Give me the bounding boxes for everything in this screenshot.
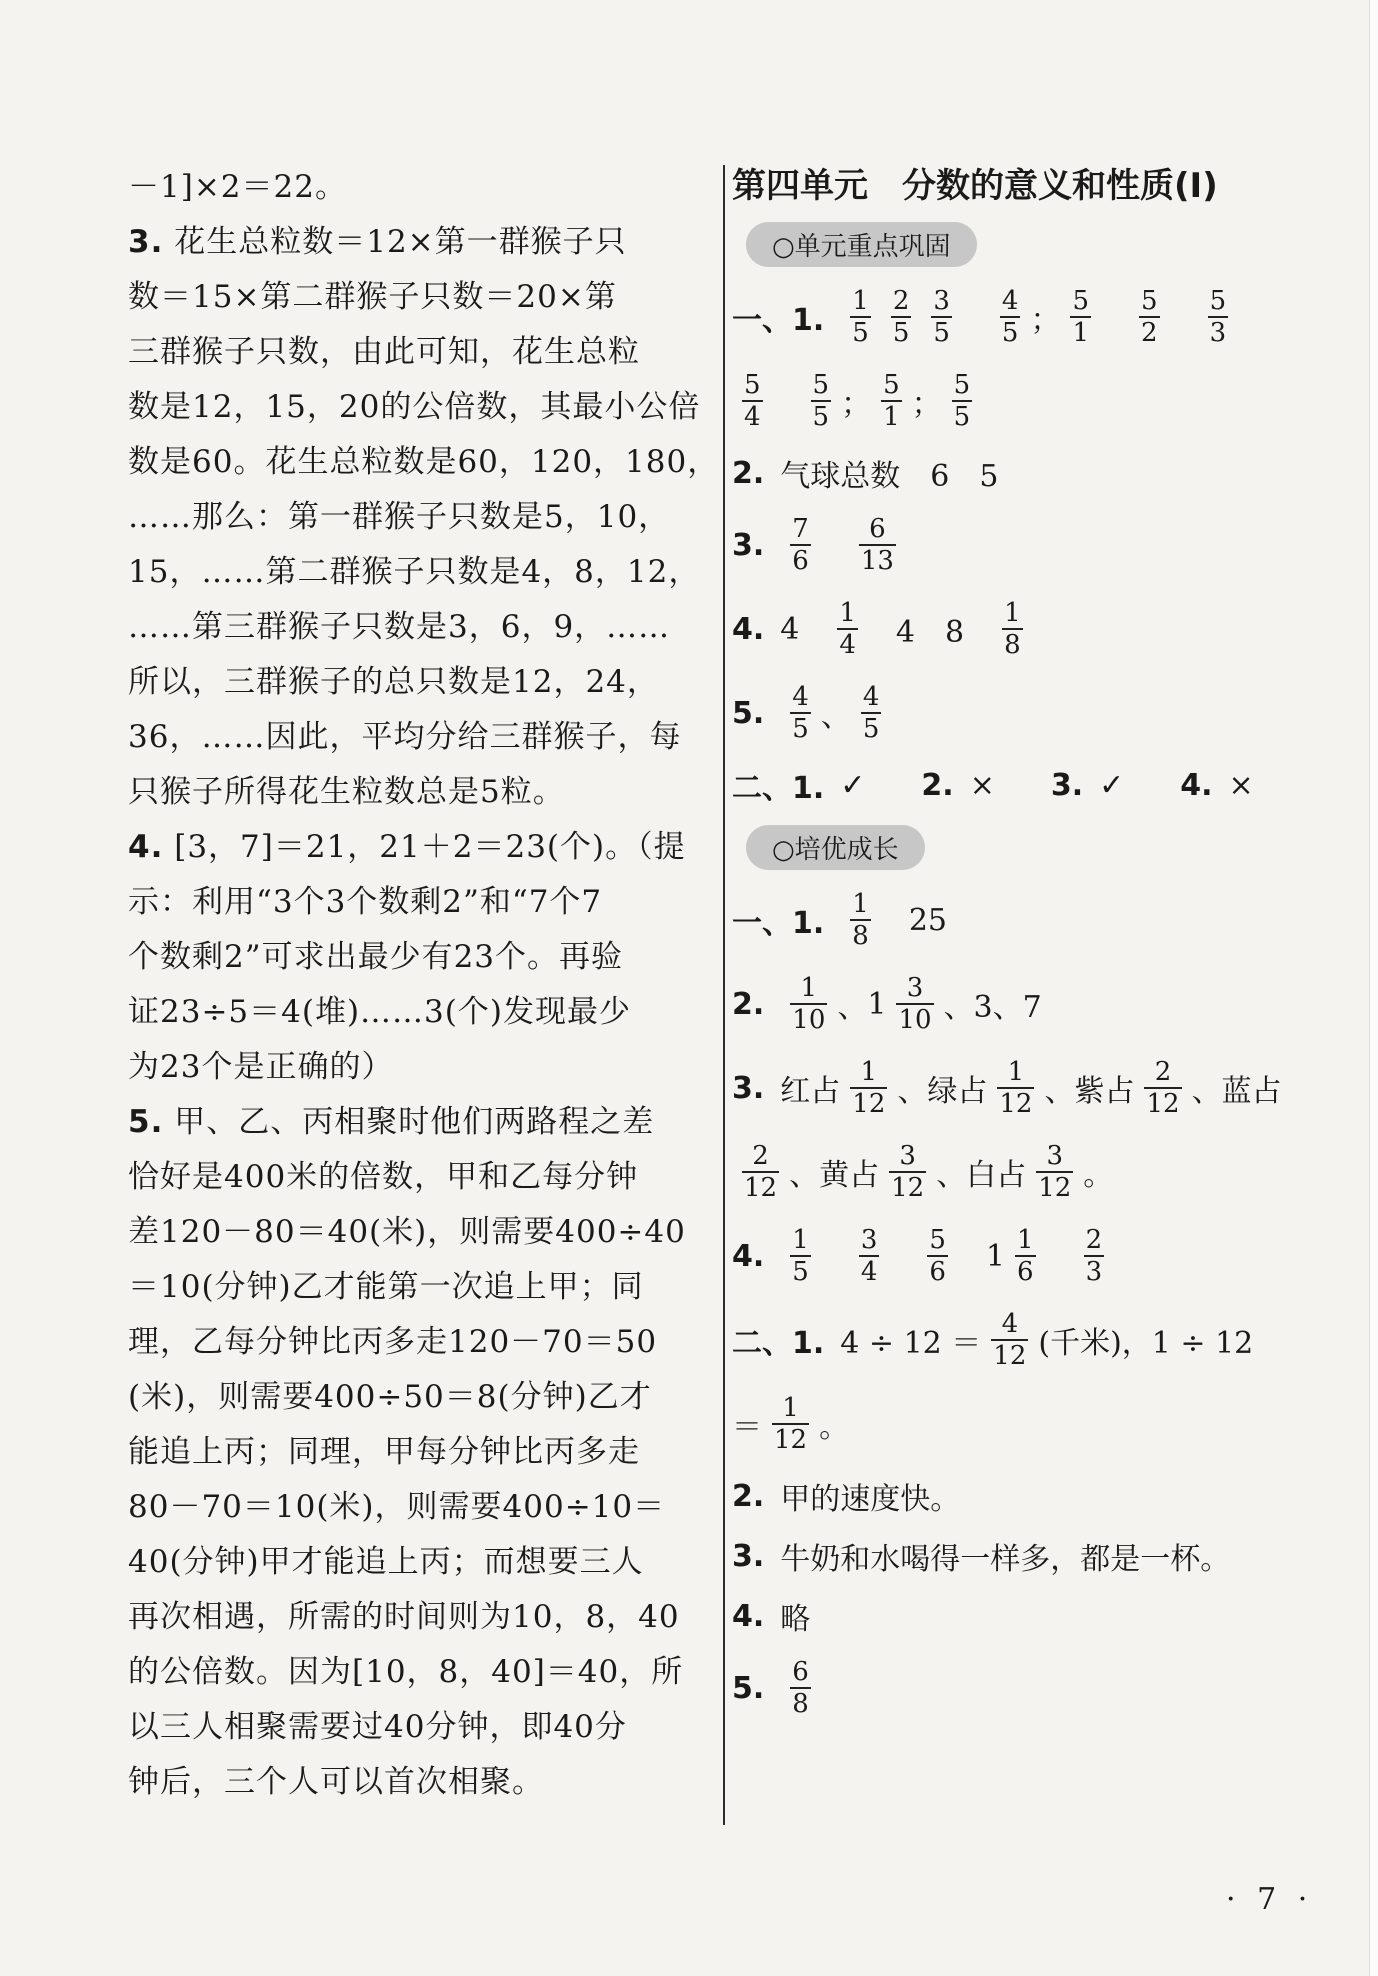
text-line: －1]×2＝22。 bbox=[128, 169, 347, 205]
text-line: 数是60。花生总粒数是60，120，180， bbox=[128, 444, 720, 480]
fraction: 1 5 bbox=[792, 1225, 809, 1287]
page-number: · 7 · bbox=[1226, 1882, 1314, 1917]
answer-row: 3. 7 6 6 13 bbox=[732, 514, 894, 576]
text-line: 5. 甲、乙、丙相聚时他们两路程之差 bbox=[128, 1104, 655, 1140]
text-line: 的公倍数。因为[10，8，40]＝40，所 bbox=[128, 1654, 684, 1690]
fraction: 1 6 bbox=[1017, 1225, 1034, 1287]
text-line: 36，……因此，平均分给三群猴子，每 bbox=[128, 719, 682, 755]
text-line: (米)，则需要400÷50＝8(分钟)乙才 bbox=[128, 1379, 652, 1415]
fraction: 5 4 bbox=[744, 370, 761, 432]
fraction: 4 12 bbox=[993, 1309, 1027, 1371]
answer-row: 5 4 5 5 ； 5 1 ； 5 5 bbox=[744, 370, 971, 432]
fraction: 3 10 bbox=[898, 973, 932, 1035]
text-line: 所以，三群猴子的总只数是12，24， bbox=[128, 664, 659, 700]
answer-row: ＝ 1 12 。 bbox=[732, 1393, 850, 1455]
left-column bbox=[128, 160, 720, 1810]
text-line: ……那么：第一群猴子只数是5，10， bbox=[128, 499, 671, 535]
fraction: 1 8 bbox=[852, 889, 869, 951]
fraction: 5 2 bbox=[1141, 286, 1158, 348]
text-line: 示：利用“3个3个数剩2”和“7个7 bbox=[128, 884, 603, 920]
text-line: 理，乙每分钟比丙多走120－70＝50 bbox=[128, 1324, 658, 1360]
fraction: 2 5 bbox=[892, 286, 910, 348]
fraction: 3 4 bbox=[860, 1225, 878, 1287]
unit-title: 第四单元 分数的意义和性质(Ⅰ) bbox=[732, 166, 1218, 206]
fraction: 3 12 bbox=[1038, 1141, 1072, 1203]
text-line: 再次相遇，所需的时间则为10，8，40 bbox=[128, 1599, 680, 1635]
text-line: 为23个是正确的） bbox=[128, 1049, 394, 1085]
answer-row: 4. 略 bbox=[732, 1598, 811, 1637]
text-line: 4. [3，7]＝21，21＋2＝23(个)。（提 bbox=[128, 829, 686, 865]
text-line: 80－70＝10(米)，则需要400÷10＝ bbox=[128, 1489, 666, 1525]
column-divider bbox=[723, 165, 725, 1825]
item-number: 5. bbox=[128, 1104, 164, 1140]
fraction: 1 12 bbox=[774, 1393, 808, 1455]
fraction: 5 5 bbox=[953, 370, 971, 432]
text-line: 3. 花生总粒数＝12×第一群猴子只 bbox=[128, 224, 627, 260]
fraction: 1 4 bbox=[839, 598, 856, 660]
fraction: 5 3 bbox=[1209, 286, 1227, 348]
answer-row: 2. 甲的速度快。 bbox=[732, 1478, 961, 1517]
answer-row: 2. 气球总数 6 5 bbox=[732, 455, 999, 494]
fraction: 6 13 bbox=[860, 514, 894, 576]
text-line: 只猴子所得花生粒数总是5粒。 bbox=[128, 774, 565, 810]
fraction: 6 8 bbox=[792, 1657, 809, 1719]
text-line: 数是12，15，20的公倍数，其最小公倍 bbox=[128, 389, 701, 425]
answer-row: 2 12 、黄占 3 12 、白占 3 12 。 bbox=[744, 1141, 1114, 1203]
fraction: 4 5 bbox=[792, 682, 809, 744]
text-line: 证23÷5＝4(堆)……3(个)发现最少 bbox=[128, 994, 631, 1030]
answer-row: 3. 牛奶和水喝得一样多，都是一杯。 bbox=[732, 1538, 1231, 1577]
right-column bbox=[732, 160, 1332, 1730]
text-line: 40(分钟)甲才能追上丙；而想要三人 bbox=[128, 1544, 644, 1580]
fraction: 2 12 bbox=[744, 1141, 778, 1203]
answer-row: 2. 1 10 、 1 3 10 、3、7 bbox=[732, 973, 1042, 1035]
answer-row: 4. 4 1 4 4 8 1 8 bbox=[732, 598, 1021, 660]
section-badge-consolidation: ○单元重点巩固 bbox=[746, 222, 977, 267]
fraction: 1 8 bbox=[1004, 598, 1021, 660]
fraction: 7 6 bbox=[792, 514, 809, 576]
item-number: 4. bbox=[128, 829, 164, 865]
text-line: 差120－80＝40(米)，则需要400÷40 bbox=[128, 1214, 686, 1250]
text-line: 三群猴子只数，由此可知，花生总粒 bbox=[128, 334, 640, 370]
text-line: 以三人相聚需要过40分钟，即40分 bbox=[128, 1709, 627, 1745]
fraction: 5 1 bbox=[1072, 286, 1090, 348]
fraction: 1 10 bbox=[792, 973, 826, 1035]
text-line: 钟后，三个人可以首次相聚。 bbox=[128, 1764, 544, 1800]
item-number: 3. bbox=[128, 224, 164, 260]
fraction: 5 1 bbox=[883, 370, 900, 432]
answer-row: 一、1. 1 8 25 bbox=[732, 889, 948, 951]
section-badge-advanced: ○培优成长 bbox=[746, 825, 925, 870]
fraction: 1 12 bbox=[852, 1057, 886, 1119]
fraction: 3 12 bbox=[891, 1141, 925, 1203]
answer-row: 5. 4 5 、 4 5 bbox=[732, 682, 880, 744]
fraction: 5 6 bbox=[929, 1225, 946, 1287]
fraction: 1 12 bbox=[999, 1057, 1033, 1119]
page-edge bbox=[1369, 0, 1378, 1976]
text-line: 能追上丙；同理，甲每分钟比丙多走 bbox=[128, 1434, 640, 1470]
text-line: ＝10(分钟)乙才能第一次追上甲；同 bbox=[128, 1269, 644, 1305]
fraction: 2 3 bbox=[1085, 1225, 1103, 1287]
answer-row: 4. 1 5 3 4 5 6 1 1 6 2 3 bbox=[732, 1225, 1103, 1287]
answer-row-true-false: 二、1. ✓ 2. × 3. ✓ 4. × bbox=[732, 767, 1254, 806]
fraction: 2 12 bbox=[1146, 1057, 1180, 1119]
fraction: 1 5 bbox=[852, 286, 869, 348]
answer-row: 二、1. 4 ÷ 12 ＝ 4 12 (千米)，1 ÷ 12 bbox=[732, 1309, 1254, 1371]
answer-row: 3. 红占 1 12 、绿占 1 12 、紫占 2 12 、蓝占 bbox=[732, 1057, 1282, 1119]
fraction: 4 5 bbox=[1001, 286, 1019, 348]
fraction: 3 5 bbox=[933, 286, 950, 348]
fraction: 5 5 bbox=[812, 370, 830, 432]
text-line: ……第三群猴子只数是3，6，9，…… bbox=[128, 609, 671, 645]
text-line: 恰好是400米的倍数，甲和乙每分钟 bbox=[128, 1159, 639, 1195]
answer-row: 5. 6 8 bbox=[732, 1657, 809, 1719]
text-line: 数＝15×第二群猴子只数＝20×第 bbox=[128, 279, 617, 315]
fraction: 4 5 bbox=[862, 682, 880, 744]
answer-row: 一、1. 1 5 2 5 3 5 4 5 ； 5 1 5 2 5 3 bbox=[732, 286, 1227, 348]
text-line: 个数剩2”可求出最少有23个。再验 bbox=[128, 939, 624, 975]
text-line: 15，……第二群猴子只数是4，8，12， bbox=[128, 554, 701, 590]
